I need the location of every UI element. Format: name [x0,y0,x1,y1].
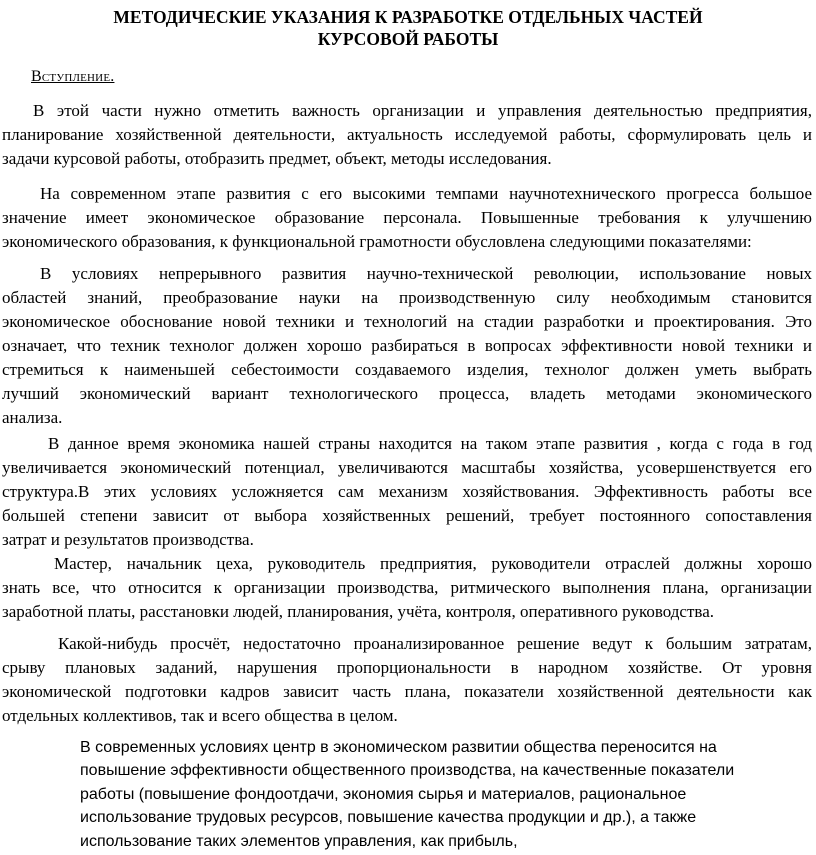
paragraph-line: В современных условиях центр в экономическом развитии общества переносится на [80,739,717,756]
paragraph-scientific-revolution [2,262,812,430]
paragraph-line: В условиях непрерывного развития научно-технической революции, использование новых [40,264,812,283]
paragraph-line: Мастер, начальник цеха, руководитель предприятия, руководители отраслей должны хорошо [54,554,812,573]
paragraph-line: заработной платы, расстановки людей, планирования, учёта, контроля, оперативного руководства. [2,602,714,621]
paragraph-line: Какой-нибудь просчёт, недостаточно проанализированное решение ведут к большим затратам, [58,634,812,653]
paragraph-line: увеличивается экономический потенциал, увеличиваются масштабы хозяйства, усовершенствуется его [2,458,812,477]
paragraph-line: планирование хозяйственной деятельности, актуальность исследуемой работы, сформулировать цель и [2,125,812,144]
paragraph-miscalculation [2,632,812,728]
section-heading: Вступление. [31,68,115,85]
paragraph-line: значение имеет экономическое образование персонала. Повышенные требования к улучшению [2,208,812,227]
paragraph-line: стремиться к наименьшей себестоимости создаваемого изделия, технолог должен уметь выбрать [2,360,812,379]
paragraph-line: анализа. [2,408,63,427]
paragraph-line: работы (повышение фондоотдачи, экономия сырья и материалов, рациональное [80,785,687,803]
paragraph-line: На современном этапе развития с его высокими темпами научнотехнического прогресса большое [40,184,812,203]
paragraph-line: экономическое обоснование новой техники и технологий на стадии разработки и проектирования. Это [2,312,812,331]
paragraph-line: экономической подготовки кадров зависит часть плана, показатели хозяйственной деятельности как [2,682,812,701]
paragraph-modern-stage [2,182,812,254]
paragraph-line: экономического образования, к функциональной грамотности обусловлена следующими показателями: [2,232,752,251]
document-title [0,6,816,50]
paragraph-line: отдельных коллективов, так и всего общества в целом. [2,706,398,725]
paragraph-modern-conditions [80,736,780,853]
paragraph-line: означает, что техник технолог должен хорошо разбираться в вопросах эффективности новой техники и [2,336,812,355]
paragraph-managers [2,552,812,624]
paragraph-line: структура.В этих условиях усложняется сам механизм хозяйствования. Эффективность работы все [2,482,812,501]
paragraph-line: областей знаний, преобразование науки на производственную силу необходимым становится [2,288,812,307]
paragraph-intro [2,99,812,171]
paragraph-line: повышение эффективности общественного производства, на качественные показатели [80,762,735,780]
paragraph-line: знать все, что относится к организации производства, ритмического выполнения плана, организации [2,578,812,597]
title-line-1: МЕТОДИЧЕСКИЕ УКАЗАНИЯ К РАЗРАБОТКЕ ОТДЕЛЬНЫХ ЧАСТЕЙ [113,7,703,27]
paragraph-line: лучший экономический вариант технологического процесса, владеть методами экономического [2,384,812,403]
paragraph-line: задачи курсовой работы, отобразить предмет, объект, методы исследования. [2,149,552,168]
paragraph-line: использование трудовых ресурсов, повышение качества продукции и др.), а также [80,809,697,827]
paragraph-line: В данное время экономика нашей страны находится на таком этапе развития , когда с года в год [48,434,812,453]
title-line-2: КУРСОВОЙ РАБОТЫ [317,29,499,49]
paragraph-line: большей степени зависит от выбора хозяйственных решений, требует постоянного сопоставления [2,506,812,525]
paragraph-line: срыву плановых заданий, нарушения пропорциональности в народном хозяйстве. От уровня [2,658,812,677]
paragraph-line: В этой части нужно отметить важность организации и управления деятельностью предприятия, [33,101,812,120]
paragraph-line: затрат и результатов производства. [2,530,254,549]
paragraph-line: использование таких элементов управления, как прибыль, [80,832,518,850]
paragraph-economy-stage [2,432,812,552]
